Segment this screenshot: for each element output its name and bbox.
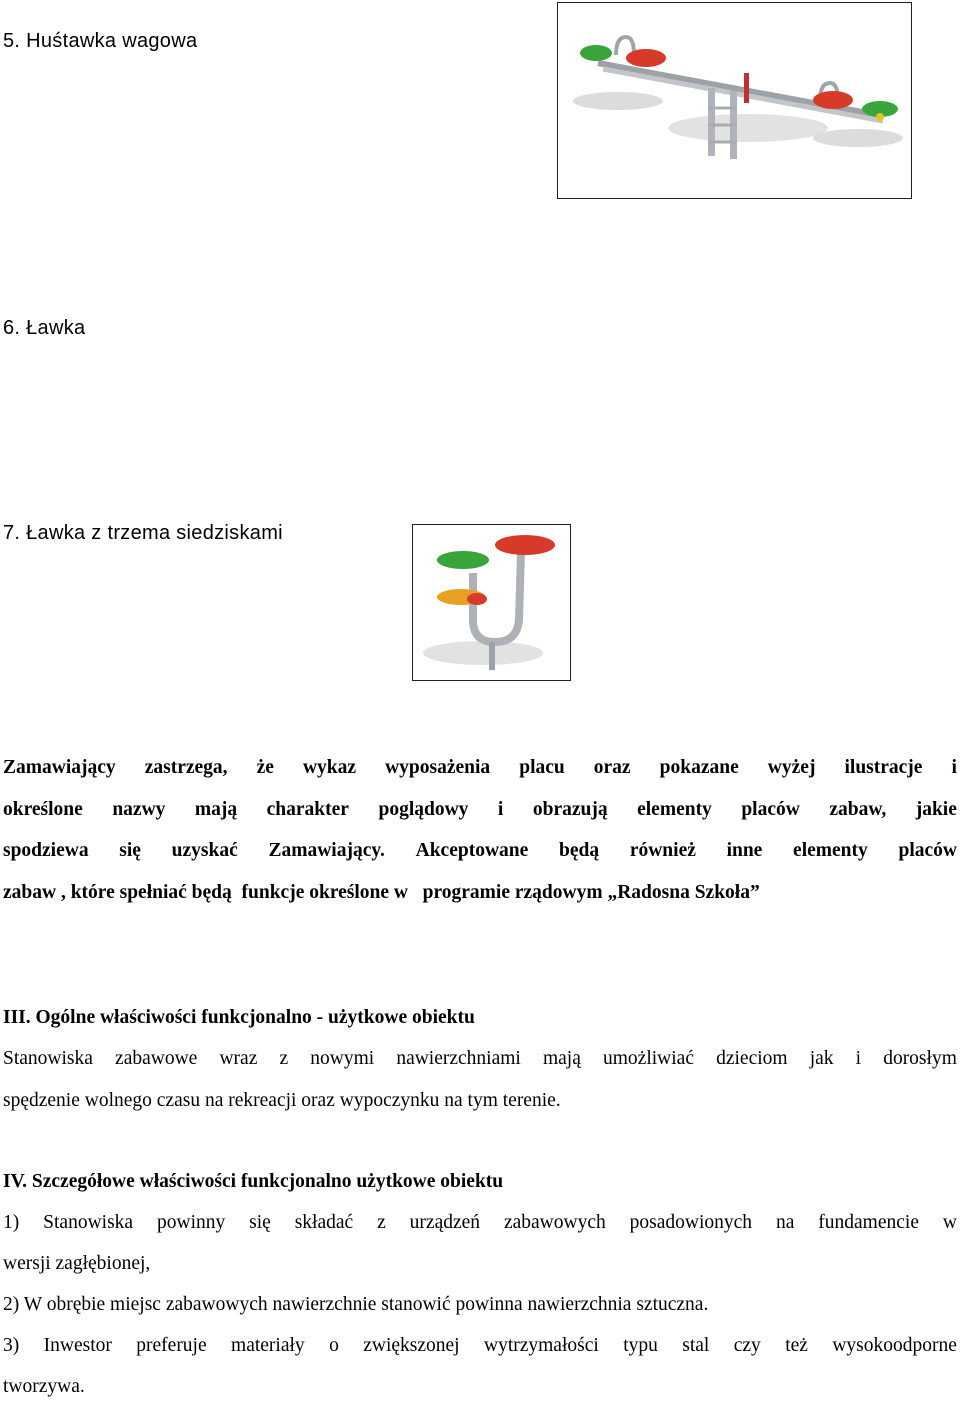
declaration-line-4: zabaw , które spełniać będą funkcje określone w programie rządowym „Radosna Szkoła”	[3, 882, 760, 903]
seesaw-image	[557, 2, 912, 199]
item-7-title: 7. Ławka z trzema siedziskami	[3, 522, 283, 544]
item-5-title: 5. Huśtawka wagowa	[3, 30, 198, 52]
declaration-line-2: określone nazwy mają charakter poglądowy i obrazują elementy placów zabaw, jakie	[3, 799, 957, 820]
section-3-line-1: Stanowiska zabawowe wraz z nowymi nawierzchniami mają umożliwiać dzieciom jak i dorosłym	[3, 1048, 957, 1069]
section-3-heading: III. Ogólne właściwości funkcjonalno - użytkowe obiektu	[3, 1007, 475, 1028]
declaration-line-3: spodziewa się uzyskać Zamawiający. Akceptowane będą również inne elementy placów	[3, 840, 957, 861]
item-6-title: 6. Ławka	[3, 317, 86, 339]
section-4-point-3-line-2: tworzywa.	[3, 1376, 85, 1397]
section-4-point-1-line-2: wersji zagłębionej,	[3, 1253, 151, 1274]
declaration-line-1: Zamawiający zastrzega, że wykaz wyposażenia placu oraz pokazane wyżej ilustracje i	[3, 757, 957, 778]
section-4-point-3-line-1: 3) Inwestor preferuje materiały o zwiększonej wytrzymałości typu stal czy też wysokoodporne	[3, 1335, 957, 1356]
section-4-heading: IV. Szczegółowe właściwości funkcjonalno użytkowe obiektu	[3, 1171, 504, 1192]
section-4-point-2: 2) W obrębie miejsc zabawowych nawierzchnie stanowić powinna nawierzchnia sztuczna.	[3, 1294, 709, 1315]
seesaw-illustration	[558, 3, 911, 198]
section-4-point-1-line-1: 1) Stanowiska powinny się składać z urządzeń zabawowych posadowionych na fundamencie w	[3, 1212, 957, 1233]
bench-illustration	[413, 525, 570, 680]
bench-image	[412, 524, 571, 681]
section-3-line-2: spędzenie wolnego czasu na rekreacji oraz wypoczynku na tym terenie.	[3, 1090, 561, 1111]
